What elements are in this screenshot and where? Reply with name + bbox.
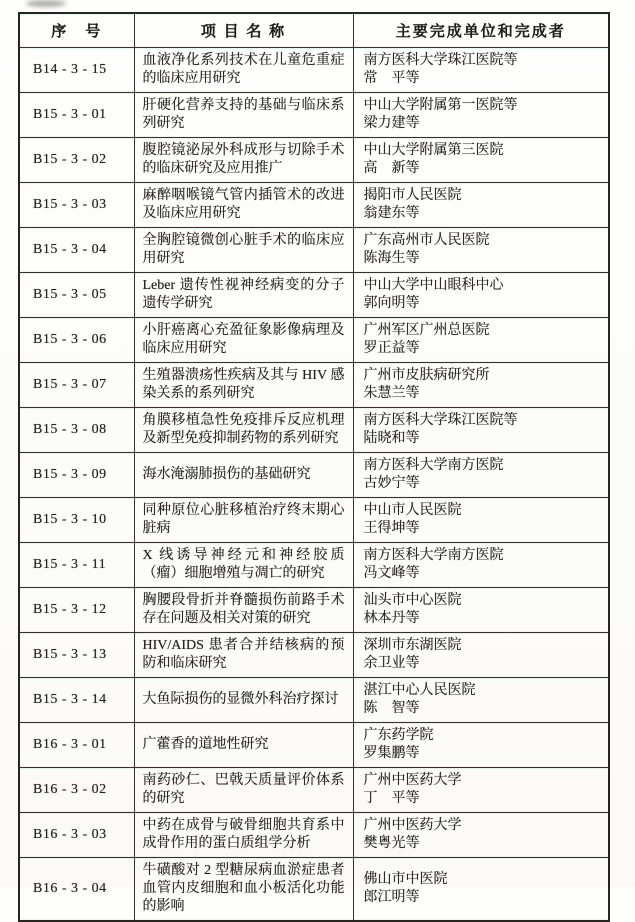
table-row bbox=[19, 543, 609, 588]
person-line: 古妙宁等 bbox=[363, 476, 420, 491]
person-line: 郭向明等 bbox=[363, 296, 420, 311]
completers-cell bbox=[353, 363, 609, 408]
serial-cell: B15 - 3 - 06 bbox=[19, 318, 134, 363]
table-row bbox=[19, 453, 609, 498]
scan-smudge-artifact bbox=[26, 0, 66, 7]
completers-cell bbox=[353, 588, 609, 633]
serial-cell: B15 - 3 - 08 bbox=[19, 408, 134, 453]
person-line: 常 平等 bbox=[363, 71, 420, 86]
serial-cell: B15 - 3 - 13 bbox=[19, 633, 134, 678]
project-name-cell: 大鱼际损伤的显微外科治疗探讨 bbox=[134, 678, 353, 723]
table-row bbox=[19, 408, 609, 453]
person-line: 郎江明等 bbox=[363, 890, 420, 905]
serial-cell: B15 - 3 - 11 bbox=[19, 543, 134, 588]
completers-cell bbox=[353, 273, 609, 318]
project-name-cell: 胸腰段骨折并脊髓损伤前路手术存在问题及相关对策的研究 bbox=[134, 588, 353, 633]
serial-cell: B15 - 3 - 09 bbox=[19, 453, 134, 498]
project-name-cell: 麻醉咽喉镜气管内插管术的改进及临床应用研究 bbox=[134, 183, 353, 228]
project-name-cell: 南药砂仁、巴戟天质量评价体系的研究 bbox=[134, 768, 353, 813]
completers-cell bbox=[353, 633, 609, 678]
serial-cell: B16 - 3 - 02 bbox=[19, 768, 134, 813]
table-row bbox=[19, 813, 609, 858]
serial-cell: B15 - 3 - 03 bbox=[19, 183, 134, 228]
completers-cell bbox=[353, 498, 609, 543]
completers-cell bbox=[353, 138, 609, 183]
table-row bbox=[19, 183, 609, 228]
organization-line: 中山大学中山眼科中心 bbox=[363, 278, 504, 293]
person-line: 朱慧兰等 bbox=[363, 386, 420, 401]
organization-line: 广州中医药大学 bbox=[363, 818, 462, 833]
table-row bbox=[19, 48, 609, 93]
table-row bbox=[19, 723, 609, 768]
organization-line: 广州中医药大学 bbox=[363, 773, 462, 788]
organization-line: 中山大学附属第三医院 bbox=[363, 143, 504, 158]
organization-line: 汕头市中心医院 bbox=[363, 593, 462, 608]
table-row bbox=[19, 228, 609, 273]
organization-line: 南方医科大学珠江医院等 bbox=[363, 53, 518, 68]
project-name-cell: 角膜移植急性免疫排斥反应机理及新型免疫抑制药物的系列研究 bbox=[134, 408, 353, 453]
project-name-cell: HIV/AIDS 患者合并结核病的预防和临床研究 bbox=[134, 633, 353, 678]
completers-cell bbox=[353, 318, 609, 363]
person-line: 樊粤光等 bbox=[363, 836, 420, 851]
organization-line: 揭阳市人民医院 bbox=[363, 188, 462, 203]
organization-line: 中山市人民医院 bbox=[363, 503, 462, 518]
person-line: 陈 智等 bbox=[363, 701, 420, 716]
project-name-cell: Leber 遗传性视神经病变的分子遗传学研究 bbox=[134, 273, 353, 318]
project-name-cell: X 线诱导神经元和神经胶质（瘤）细胞增殖与凋亡的研究 bbox=[134, 543, 353, 588]
serial-cell: B14 - 3 - 15 bbox=[19, 48, 134, 93]
organization-line: 广州军区广州总医院 bbox=[363, 323, 490, 338]
completers-cell bbox=[353, 678, 609, 723]
table-row bbox=[19, 318, 609, 363]
organization-line: 南方医科大学珠江医院等 bbox=[363, 413, 518, 428]
table-row bbox=[19, 858, 609, 922]
organization-line: 广东药学院 bbox=[363, 728, 434, 743]
table-row bbox=[19, 588, 609, 633]
completers-cell bbox=[353, 48, 609, 93]
completers-cell bbox=[353, 768, 609, 813]
person-line: 王得坤等 bbox=[363, 521, 420, 536]
completers-cell bbox=[353, 813, 609, 858]
serial-cell: B15 - 3 - 02 bbox=[19, 138, 134, 183]
serial-cell: B16 - 3 - 01 bbox=[19, 723, 134, 768]
completers-cell bbox=[353, 408, 609, 453]
project-name-cell: 中药在成骨与破骨细胞共育系中成骨作用的蛋白质组学分析 bbox=[134, 813, 353, 858]
serial-cell: B15 - 3 - 14 bbox=[19, 678, 134, 723]
person-line: 陆晓和等 bbox=[363, 431, 420, 446]
person-line: 丁 平等 bbox=[363, 791, 420, 806]
completers-cell bbox=[353, 228, 609, 273]
completers-cell bbox=[353, 858, 609, 922]
organization-line: 广东高州市人民医院 bbox=[363, 233, 490, 248]
completers-cell bbox=[353, 93, 609, 138]
table-row bbox=[19, 633, 609, 678]
project-name-cell: 同种原位心脏移植治疗终末期心脏病 bbox=[134, 498, 353, 543]
project-name-cell: 血液净化系列技术在儿童危重症的临床应用研究 bbox=[134, 48, 353, 93]
project-name-cell: 全胸腔镜微创心脏手术的临床应用研究 bbox=[134, 228, 353, 273]
organization-line: 南方医科大学南方医院 bbox=[363, 548, 504, 563]
serial-cell: B15 - 3 - 04 bbox=[19, 228, 134, 273]
completers-cell bbox=[353, 183, 609, 228]
table-row bbox=[19, 363, 609, 408]
column-header-project-name: 项 目 名 称 bbox=[134, 13, 353, 48]
project-name-cell: 牛磺酸对 2 型糖尿病血淤症患者血管内皮细胞和血小板活化功能的影响 bbox=[134, 858, 353, 922]
completers-cell bbox=[353, 453, 609, 498]
table-row bbox=[19, 498, 609, 543]
award-project-table bbox=[18, 12, 610, 922]
person-line: 冯文峰等 bbox=[363, 566, 420, 581]
person-line: 高 新等 bbox=[363, 161, 420, 176]
organization-line: 深圳市东湖医院 bbox=[363, 638, 462, 653]
organization-line: 中山大学附属第一医院等 bbox=[363, 98, 518, 113]
table-row bbox=[19, 138, 609, 183]
table-row bbox=[19, 93, 609, 138]
person-line: 翁建东等 bbox=[363, 206, 420, 221]
table-row bbox=[19, 678, 609, 723]
serial-cell: B15 - 3 - 07 bbox=[19, 363, 134, 408]
table-row bbox=[19, 273, 609, 318]
person-line: 梁力建等 bbox=[363, 116, 420, 131]
column-header-completers: 主要完成单位和完成者 bbox=[353, 13, 609, 48]
project-name-cell: 生殖器溃疡性疾病及其与 HIV 感染关系的系列研究 bbox=[134, 363, 353, 408]
serial-cell: B15 - 3 - 12 bbox=[19, 588, 134, 633]
person-line: 罗集鹏等 bbox=[363, 746, 420, 761]
person-line: 余卫业等 bbox=[363, 656, 420, 671]
organization-line: 广州市皮肤病研究所 bbox=[363, 368, 490, 383]
table-row bbox=[19, 768, 609, 813]
serial-cell: B16 - 3 - 03 bbox=[19, 813, 134, 858]
table-body bbox=[19, 48, 609, 922]
table-header-row bbox=[19, 13, 609, 48]
organization-line: 湛江中心人民医院 bbox=[363, 683, 476, 698]
organization-line: 佛山市中医院 bbox=[363, 872, 448, 887]
person-line: 林本丹等 bbox=[363, 611, 420, 626]
project-name-cell: 肝硬化营养支持的基础与临床系列研究 bbox=[134, 93, 353, 138]
organization-line: 南方医科大学南方医院 bbox=[363, 458, 504, 473]
serial-cell: B15 - 3 - 10 bbox=[19, 498, 134, 543]
project-name-cell: 腹腔镜泌尿外科成形与切除手术的临床研究及应用推广 bbox=[134, 138, 353, 183]
project-name-cell: 广藿香的道地性研究 bbox=[134, 723, 353, 768]
completers-cell bbox=[353, 543, 609, 588]
project-name-cell: 小肝癌离心充盈征象影像病理及临床应用研究 bbox=[134, 318, 353, 363]
serial-cell: B15 - 3 - 01 bbox=[19, 93, 134, 138]
serial-cell: B16 - 3 - 04 bbox=[19, 858, 134, 922]
serial-cell: B15 - 3 - 05 bbox=[19, 273, 134, 318]
project-name-cell: 海水淹溺肺损伤的基础研究 bbox=[134, 453, 353, 498]
completers-cell bbox=[353, 723, 609, 768]
column-header-serial: 序 号 bbox=[19, 13, 134, 48]
person-line: 陈海生等 bbox=[363, 251, 420, 266]
person-line: 罗正益等 bbox=[363, 341, 420, 356]
